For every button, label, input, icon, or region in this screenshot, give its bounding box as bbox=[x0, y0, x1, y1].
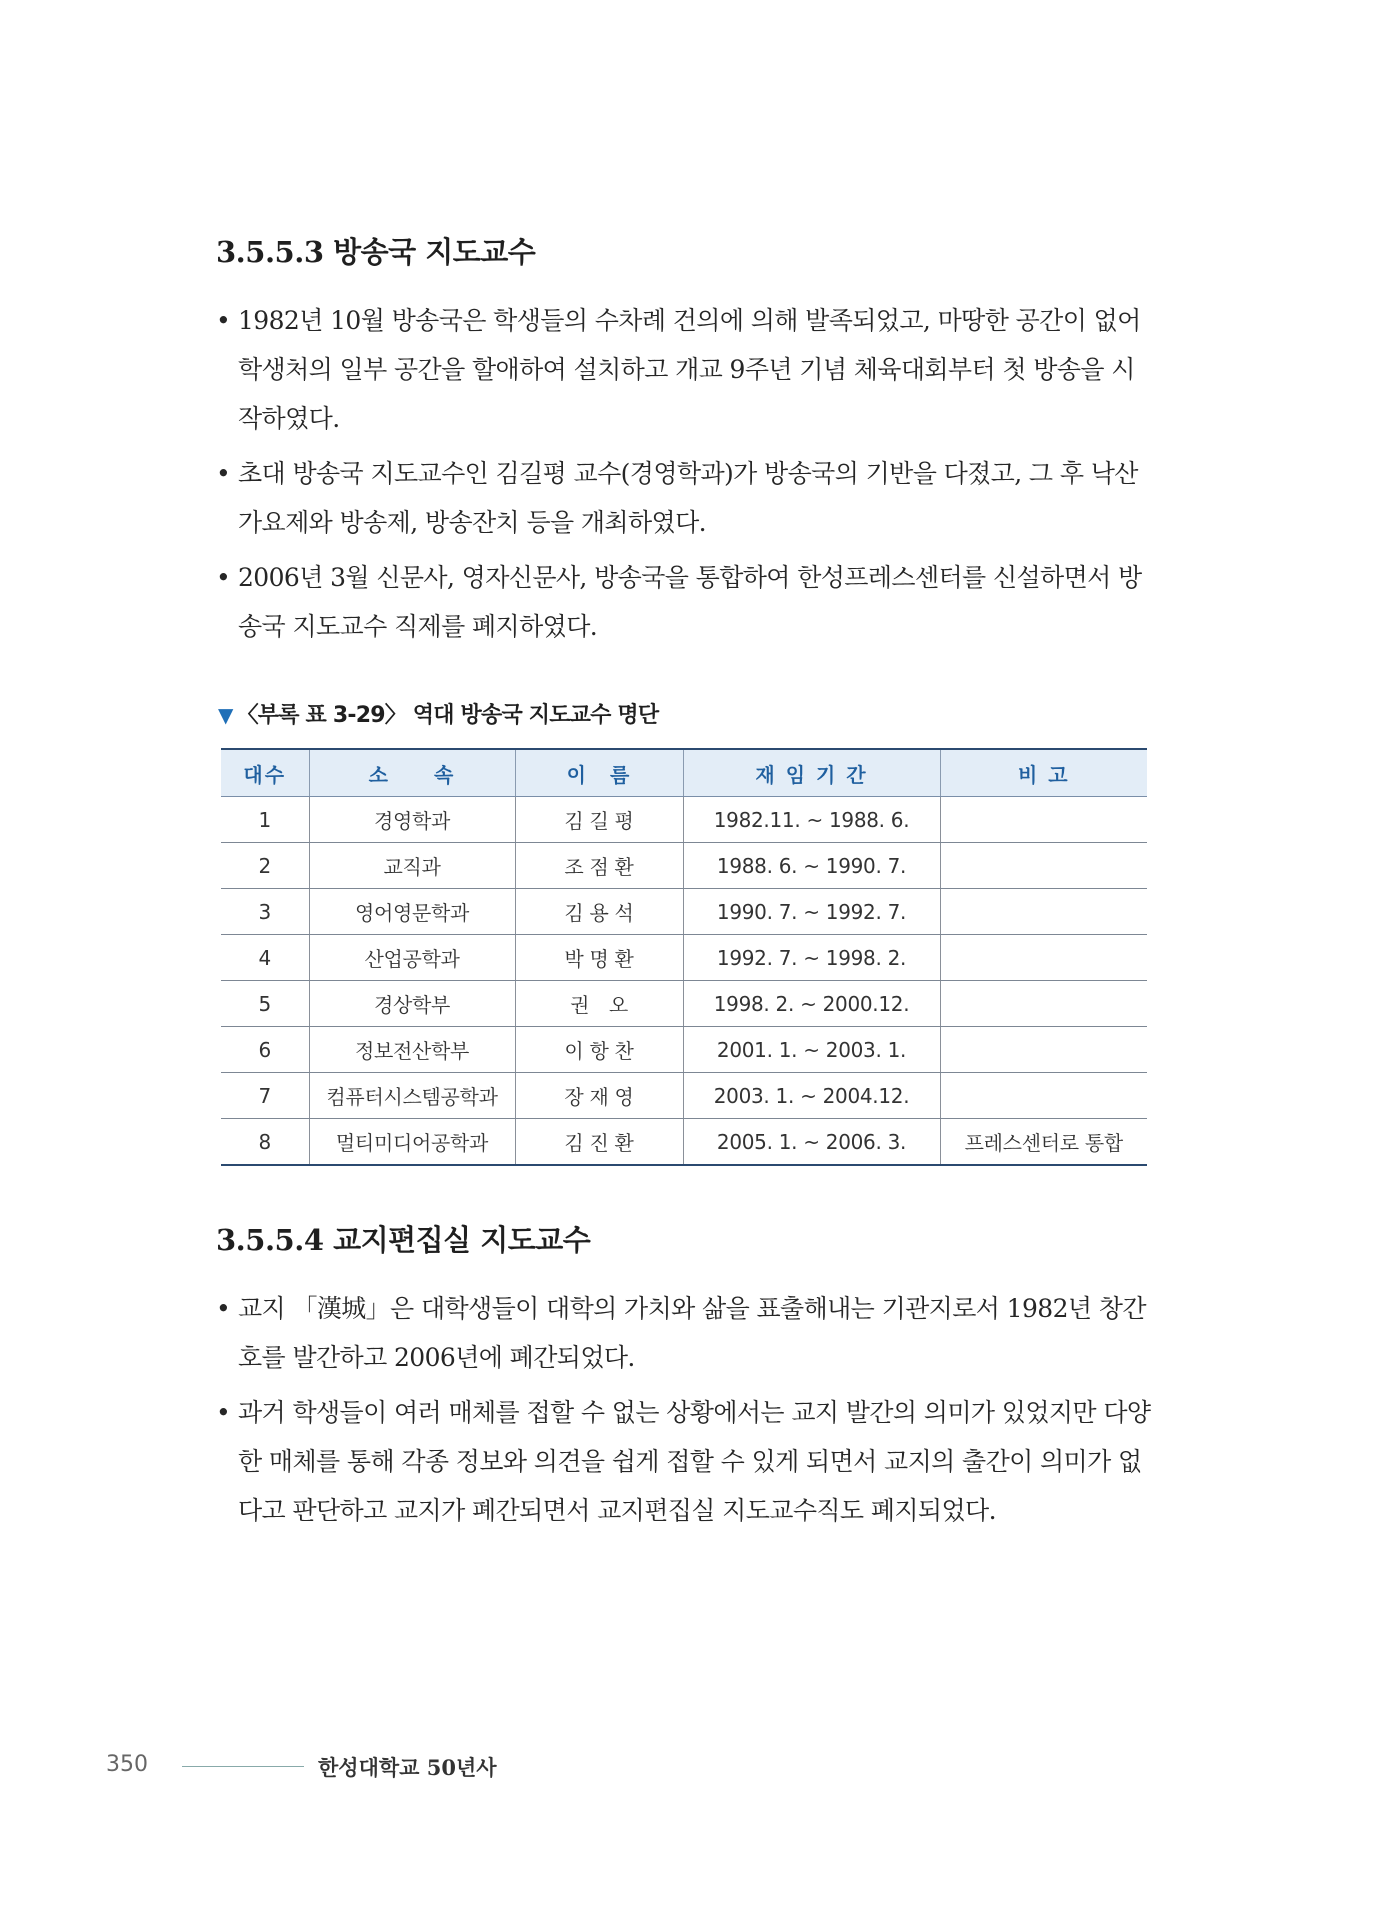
table-cell: 8 bbox=[221, 1119, 309, 1166]
list-item: • 교지 「漢城」은 대학생들이 대학의 가치와 삶을 표출해내는 기관지로서 1982년 창간호를 발간하고 2006년에 폐간되었다. bbox=[216, 1284, 1156, 1382]
table-cell: 멀티미디어공학과 bbox=[309, 1119, 515, 1166]
table-row bbox=[221, 843, 1147, 889]
table-cell bbox=[940, 843, 1147, 889]
table-cell: 4 bbox=[221, 935, 309, 981]
list-item: • 초대 방송국 지도교수인 김길평 교수(경영학과)가 방송국의 기반을 다졌고, 그 후 낙산가요제와 방송제, 방송잔치 등을 개최하였다. bbox=[216, 449, 1156, 547]
table-cell: 이 항 찬 bbox=[515, 1027, 683, 1073]
column-header: 소 속 bbox=[309, 749, 515, 797]
table-cell: 산업공학과 bbox=[309, 935, 515, 981]
column-header: 재 임 기 간 bbox=[683, 749, 940, 797]
footer-divider bbox=[182, 1766, 304, 1767]
table-cell bbox=[940, 935, 1147, 981]
table-cell: 경영학과 bbox=[309, 797, 515, 843]
table-row bbox=[221, 981, 1147, 1027]
list-item: • 1982년 10월 방송국은 학생들의 수차례 건의에 의해 발족되었고, 마땅한 공간이 없어 학생처의 일부 공간을 할애하여 설치하고 개교 9주년 기념 체육대회부터 첫 방송을 시작하였다. bbox=[216, 296, 1156, 443]
column-header: 비 고 bbox=[940, 749, 1147, 797]
table-cell: 2 bbox=[221, 843, 309, 889]
book-title: 한성대학교 50년사 bbox=[318, 1755, 497, 1780]
table-cell bbox=[940, 1073, 1147, 1119]
table-cell: 컴퓨터시스템공학과 bbox=[309, 1073, 515, 1119]
table-cell: 1998. 2. ~ 2000.12. bbox=[683, 981, 940, 1027]
table-cell: 경상학부 bbox=[309, 981, 515, 1027]
table-cell: 교직과 bbox=[309, 843, 515, 889]
table-cell: 1982.11. ~ 1988. 6. bbox=[683, 797, 940, 843]
section-title-broadcast: 3.5.5.3 방송국 지도교수 bbox=[216, 235, 536, 269]
table-row bbox=[221, 1027, 1147, 1073]
table-caption: ▼ 〈부록 표 3-29〉 역대 방송국 지도교수 명단 bbox=[218, 703, 659, 728]
table-cell: 7 bbox=[221, 1073, 309, 1119]
table-cell: 3 bbox=[221, 889, 309, 935]
table-cell: 2005. 1. ~ 2006. 3. bbox=[683, 1119, 940, 1166]
table-cell: 1 bbox=[221, 797, 309, 843]
table-cell bbox=[940, 1027, 1147, 1073]
table-body bbox=[221, 797, 1147, 1166]
bullet-list-broadcast bbox=[216, 296, 1156, 657]
table-cell: 김 용 석 bbox=[515, 889, 683, 935]
bullet-dot-icon: • bbox=[216, 1294, 231, 1323]
table-cell: 영어영문학과 bbox=[309, 889, 515, 935]
table-cell: 6 bbox=[221, 1027, 309, 1073]
list-item: • 과거 학생들이 여러 매체를 접할 수 없는 상황에서는 교지 발간의 의미가 있었지만 다양한 매체를 통해 각종 정보와 의견을 쉽게 접할 수 있게 되면서 교지의 출간이 의미가 없다고 판단하고 교지가 폐간되면서 교지편집실 지도교수직도 폐지되었다. bbox=[216, 1388, 1156, 1535]
table-row bbox=[221, 1119, 1147, 1166]
table-cell: 김 진 환 bbox=[515, 1119, 683, 1166]
advisor-roster-table bbox=[221, 748, 1147, 1166]
table-cell: 정보전산학부 bbox=[309, 1027, 515, 1073]
table-header-row bbox=[221, 749, 1147, 797]
table-row bbox=[221, 1073, 1147, 1119]
table-row bbox=[221, 935, 1147, 981]
bullet-dot-icon: • bbox=[216, 1398, 231, 1427]
down-triangle-icon: ▼ bbox=[218, 703, 233, 727]
table-cell: 1992. 7. ~ 1998. 2. bbox=[683, 935, 940, 981]
table-cell bbox=[940, 797, 1147, 843]
table-cell: 조 점 환 bbox=[515, 843, 683, 889]
table-cell bbox=[940, 981, 1147, 1027]
bullet-dot-icon: • bbox=[216, 459, 231, 488]
table-cell: 2003. 1. ~ 2004.12. bbox=[683, 1073, 940, 1119]
table-cell: 1988. 6. ~ 1990. 7. bbox=[683, 843, 940, 889]
table-cell: 장 재 영 bbox=[515, 1073, 683, 1119]
table-cell: 1990. 7. ~ 1992. 7. bbox=[683, 889, 940, 935]
list-item: • 2006년 3월 신문사, 영자신문사, 방송국을 통합하여 한성프레스센터를 신설하면서 방송국 지도교수 직제를 폐지하였다. bbox=[216, 553, 1156, 651]
table-cell: 권 오 bbox=[515, 981, 683, 1027]
table-cell bbox=[940, 889, 1147, 935]
table-cell: 박 명 환 bbox=[515, 935, 683, 981]
bullet-dot-icon: • bbox=[216, 306, 231, 335]
table-cell: 김 길 평 bbox=[515, 797, 683, 843]
section-title-journal: 3.5.5.4 교지편집실 지도교수 bbox=[216, 1223, 591, 1257]
page-number: 350 bbox=[106, 1752, 148, 1777]
column-header: 이 름 bbox=[515, 749, 683, 797]
table-row bbox=[221, 889, 1147, 935]
table-row bbox=[221, 797, 1147, 843]
bullet-list-journal bbox=[216, 1284, 1156, 1541]
bullet-dot-icon: • bbox=[216, 563, 231, 592]
table-cell: 2001. 1. ~ 2003. 1. bbox=[683, 1027, 940, 1073]
column-header: 대수 bbox=[221, 749, 309, 797]
table-cell: 5 bbox=[221, 981, 309, 1027]
table-cell: 프레스센터로 통합 bbox=[940, 1119, 1147, 1166]
